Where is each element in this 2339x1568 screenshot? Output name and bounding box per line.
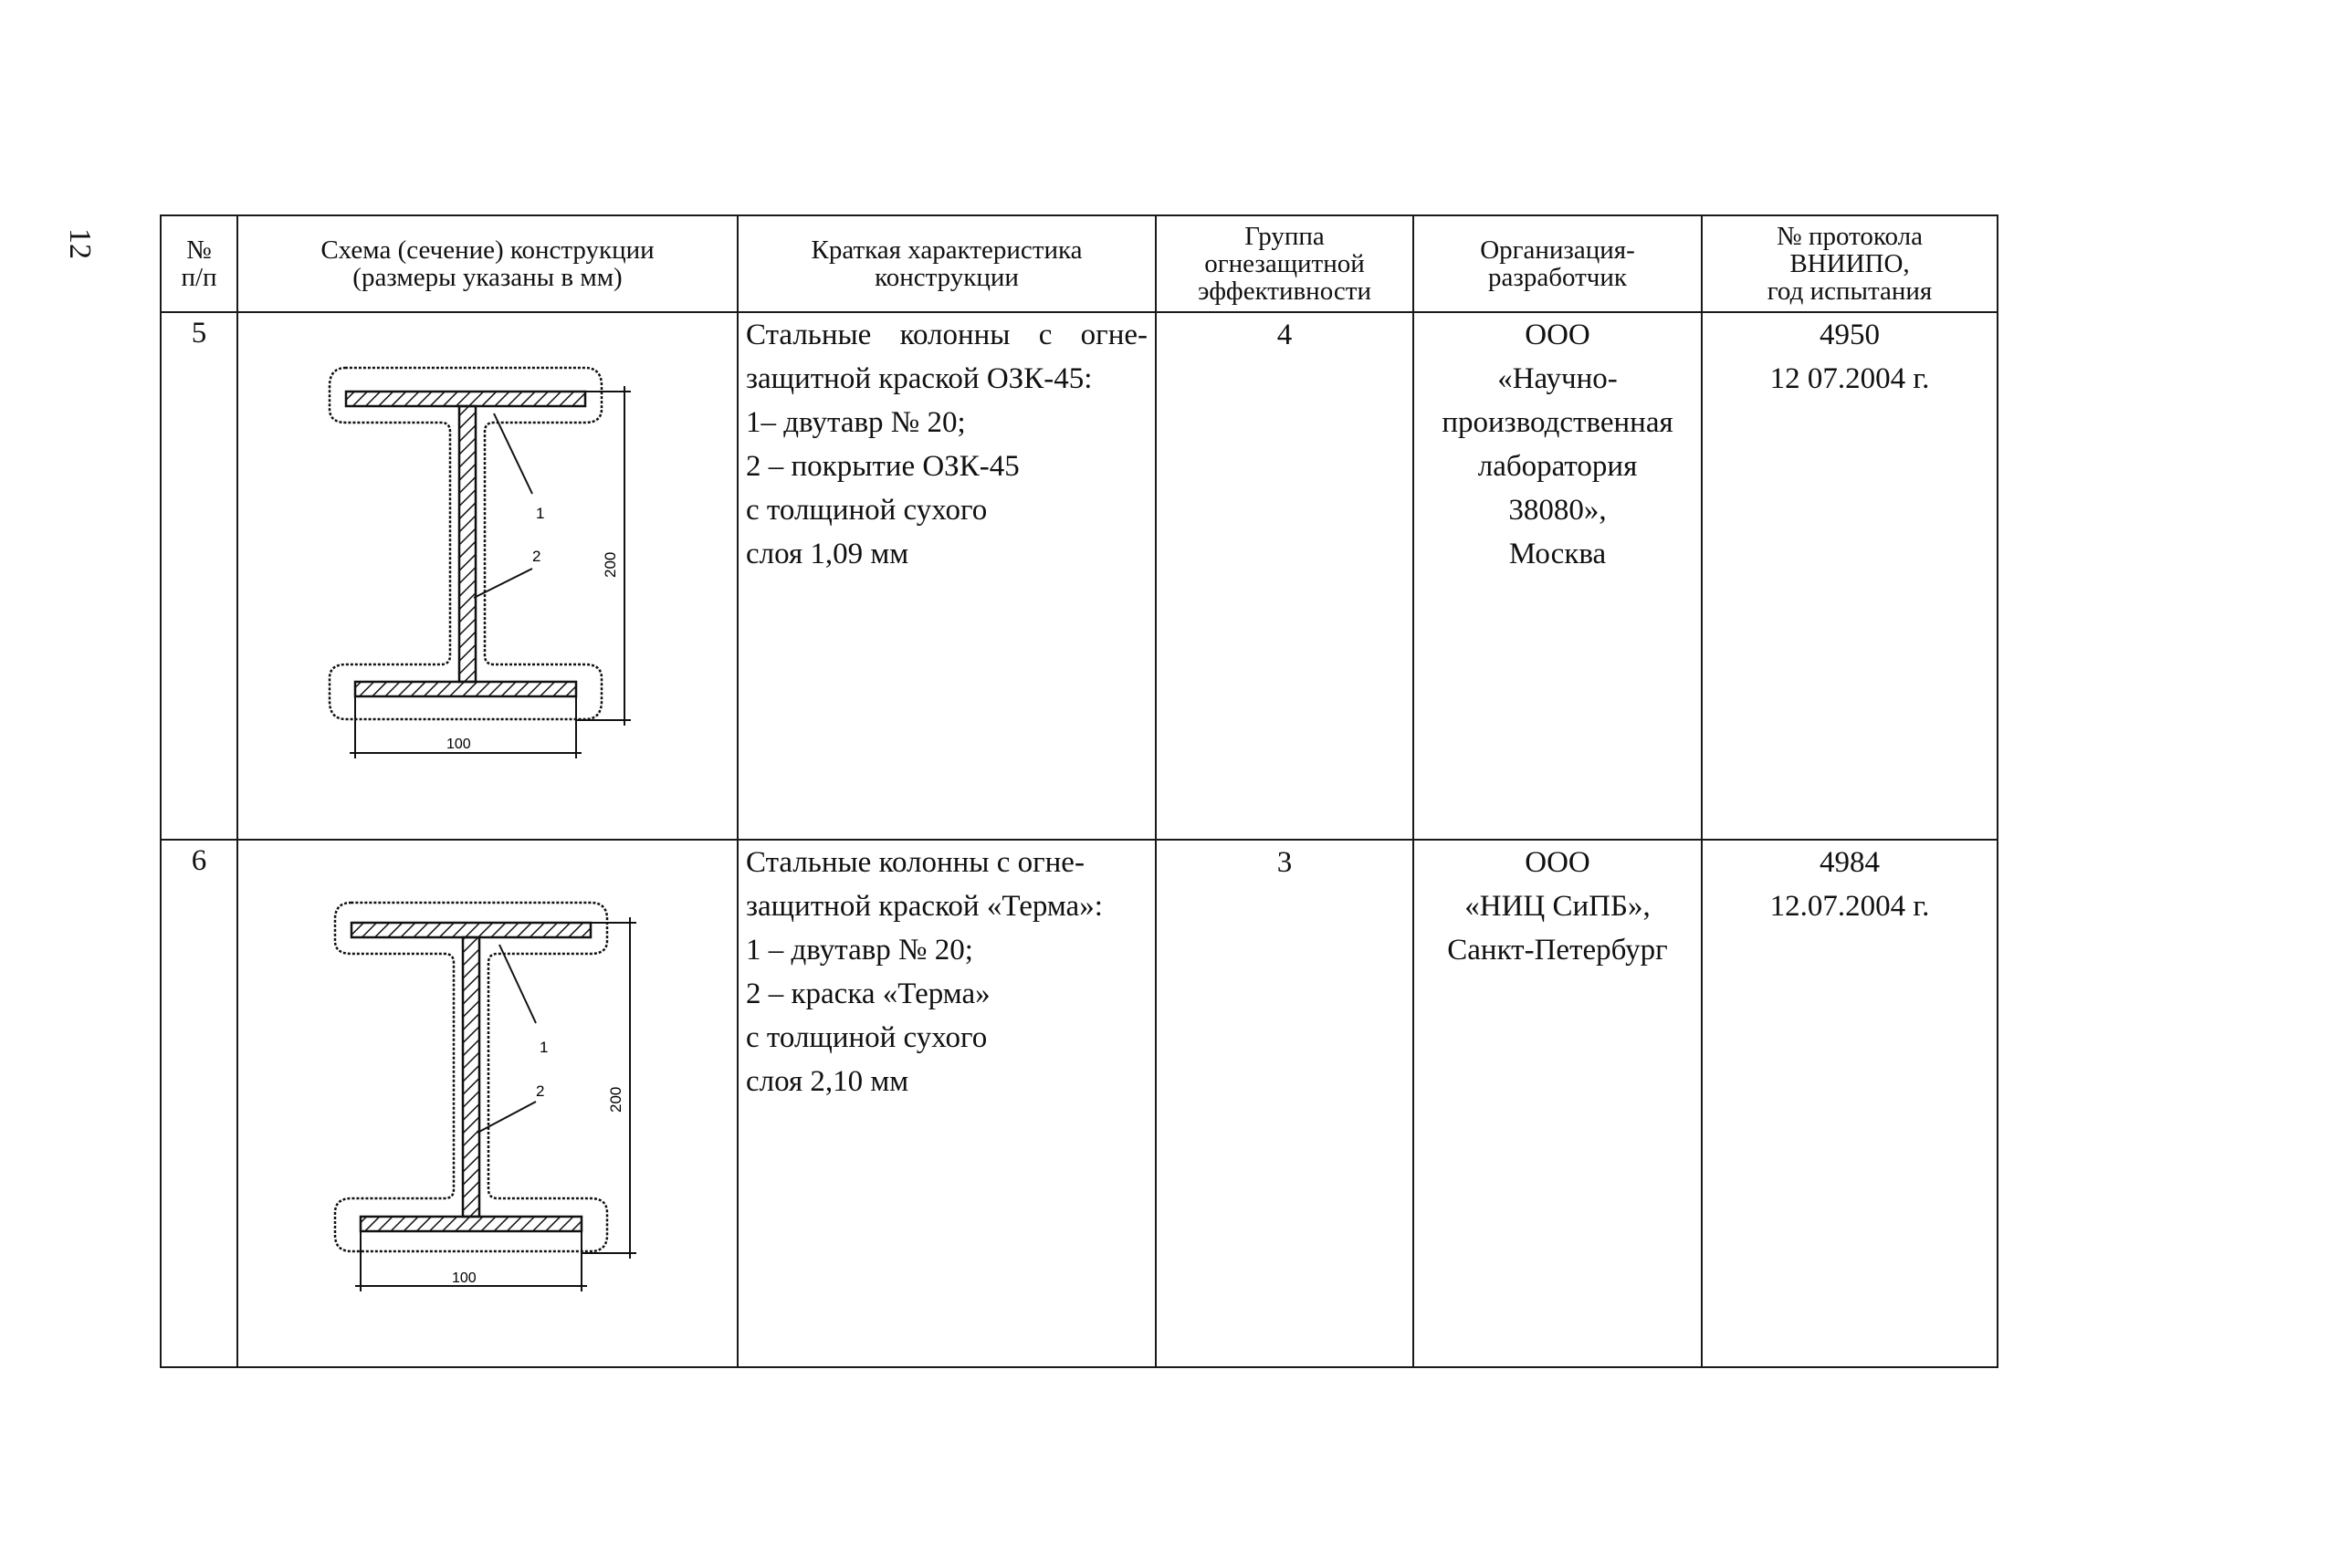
protocol-number: 4984 (1820, 846, 1880, 879)
organization-line: ООО (1525, 846, 1590, 879)
header-text: № (186, 235, 212, 265)
leader-line-2 (477, 1102, 536, 1133)
schema-drawing-cell (237, 840, 738, 1367)
height-dimension: 200 (607, 1086, 624, 1113)
i-beam-section-drawing (238, 841, 739, 1363)
header-text: разработчик (1488, 263, 1627, 292)
header-organization (1413, 215, 1702, 312)
organization-line: Москва (1508, 538, 1607, 570)
organization-line: «НИЦ СиПБ», (1464, 890, 1651, 923)
web (459, 406, 476, 682)
organization-line: лаборатория (1477, 450, 1638, 483)
header-group (1156, 215, 1413, 312)
label-2: 2 (532, 548, 541, 565)
header-text: огнезащитной (1204, 249, 1365, 278)
characteristic-line: 1 – двутавр № 20; (746, 934, 973, 967)
protocol-date: 12.07.2004 г. (1769, 890, 1930, 923)
leader-line-1 (494, 413, 532, 494)
header-schema (237, 215, 738, 312)
row-number: 6 (161, 840, 237, 1367)
characteristic-line: с толщиной сухого (746, 1021, 988, 1054)
organization-line: ООО (1525, 319, 1590, 351)
header-num (161, 215, 237, 312)
header-text: (размеры указаны в мм) (352, 263, 623, 292)
characteristic-line: слоя 1,09 мм (746, 538, 909, 570)
table-row (161, 312, 1998, 840)
protocol-cell (1702, 312, 1998, 840)
characteristic-cell (738, 840, 1156, 1367)
characteristic-line: с толщиной сухого (746, 494, 988, 527)
leader-line-2 (474, 569, 532, 598)
i-beam-section-drawing (238, 313, 739, 835)
leader-line-1 (499, 945, 536, 1023)
characteristic-line: 1– двутавр № 20; (746, 406, 966, 439)
group-cell: 3 (1156, 840, 1413, 1367)
page-number: 12 (63, 228, 97, 259)
characteristic-cell (738, 312, 1156, 840)
bottom-flange (355, 682, 576, 696)
header-text: ВНИИПО, (1789, 249, 1910, 278)
characteristic-line: 2 – покрытие ОЗК-45 (746, 450, 1020, 483)
characteristic-line: защитной краской ОЗК-45: (746, 362, 1093, 395)
height-dimension: 200 (602, 551, 619, 578)
organization-line: производственная (1442, 406, 1673, 439)
characteristic-line: 2 – краска «Терма» (746, 977, 991, 1010)
width-dimension: 100 (452, 1270, 477, 1286)
organization-cell (1413, 840, 1702, 1367)
characteristic-line: Стальные колонны с огне- (746, 846, 1085, 879)
specification-table (160, 214, 1998, 1368)
table-row (161, 840, 1998, 1367)
group-cell: 4 (1156, 312, 1413, 840)
header-protocol (1702, 215, 1998, 312)
characteristic-line: защитной краской «Терма»: (746, 890, 1103, 923)
label-1: 1 (540, 1039, 549, 1056)
organization-line: Санкт-Петербург (1447, 934, 1668, 967)
protocol-cell (1702, 840, 1998, 1367)
header-characteristic (738, 215, 1156, 312)
header-text: № протокола (1777, 222, 1923, 251)
organization-line: 38080», (1508, 494, 1607, 527)
web (463, 937, 479, 1217)
header-text: конструкции (875, 263, 1019, 292)
header-row (161, 215, 1998, 312)
row-number: 5 (161, 312, 237, 840)
header-text: эффективности (1198, 277, 1371, 306)
top-flange (346, 392, 585, 406)
header-text: год испытания (1767, 277, 1933, 306)
protocol-date: 12 07.2004 г. (1769, 362, 1930, 395)
characteristic-line: слоя 2,10 мм (746, 1065, 909, 1098)
header-text: Краткая характеристика (811, 235, 1083, 265)
header-text: Схема (сечение) конструкции (320, 235, 655, 265)
header-text: Организация- (1480, 235, 1635, 265)
header-text: п/п (181, 263, 217, 292)
top-flange (351, 923, 591, 937)
characteristic-line: Стальные колонны с огне- (746, 319, 1148, 351)
organization-cell (1413, 312, 1702, 840)
protocol-number: 4950 (1820, 319, 1880, 351)
width-dimension: 100 (446, 737, 471, 752)
organization-line: «Научно- (1497, 362, 1618, 395)
header-text: Группа (1244, 222, 1325, 251)
label-1: 1 (536, 505, 545, 522)
label-2: 2 (536, 1082, 545, 1100)
schema-drawing-cell (237, 312, 738, 840)
bottom-flange (361, 1217, 582, 1231)
